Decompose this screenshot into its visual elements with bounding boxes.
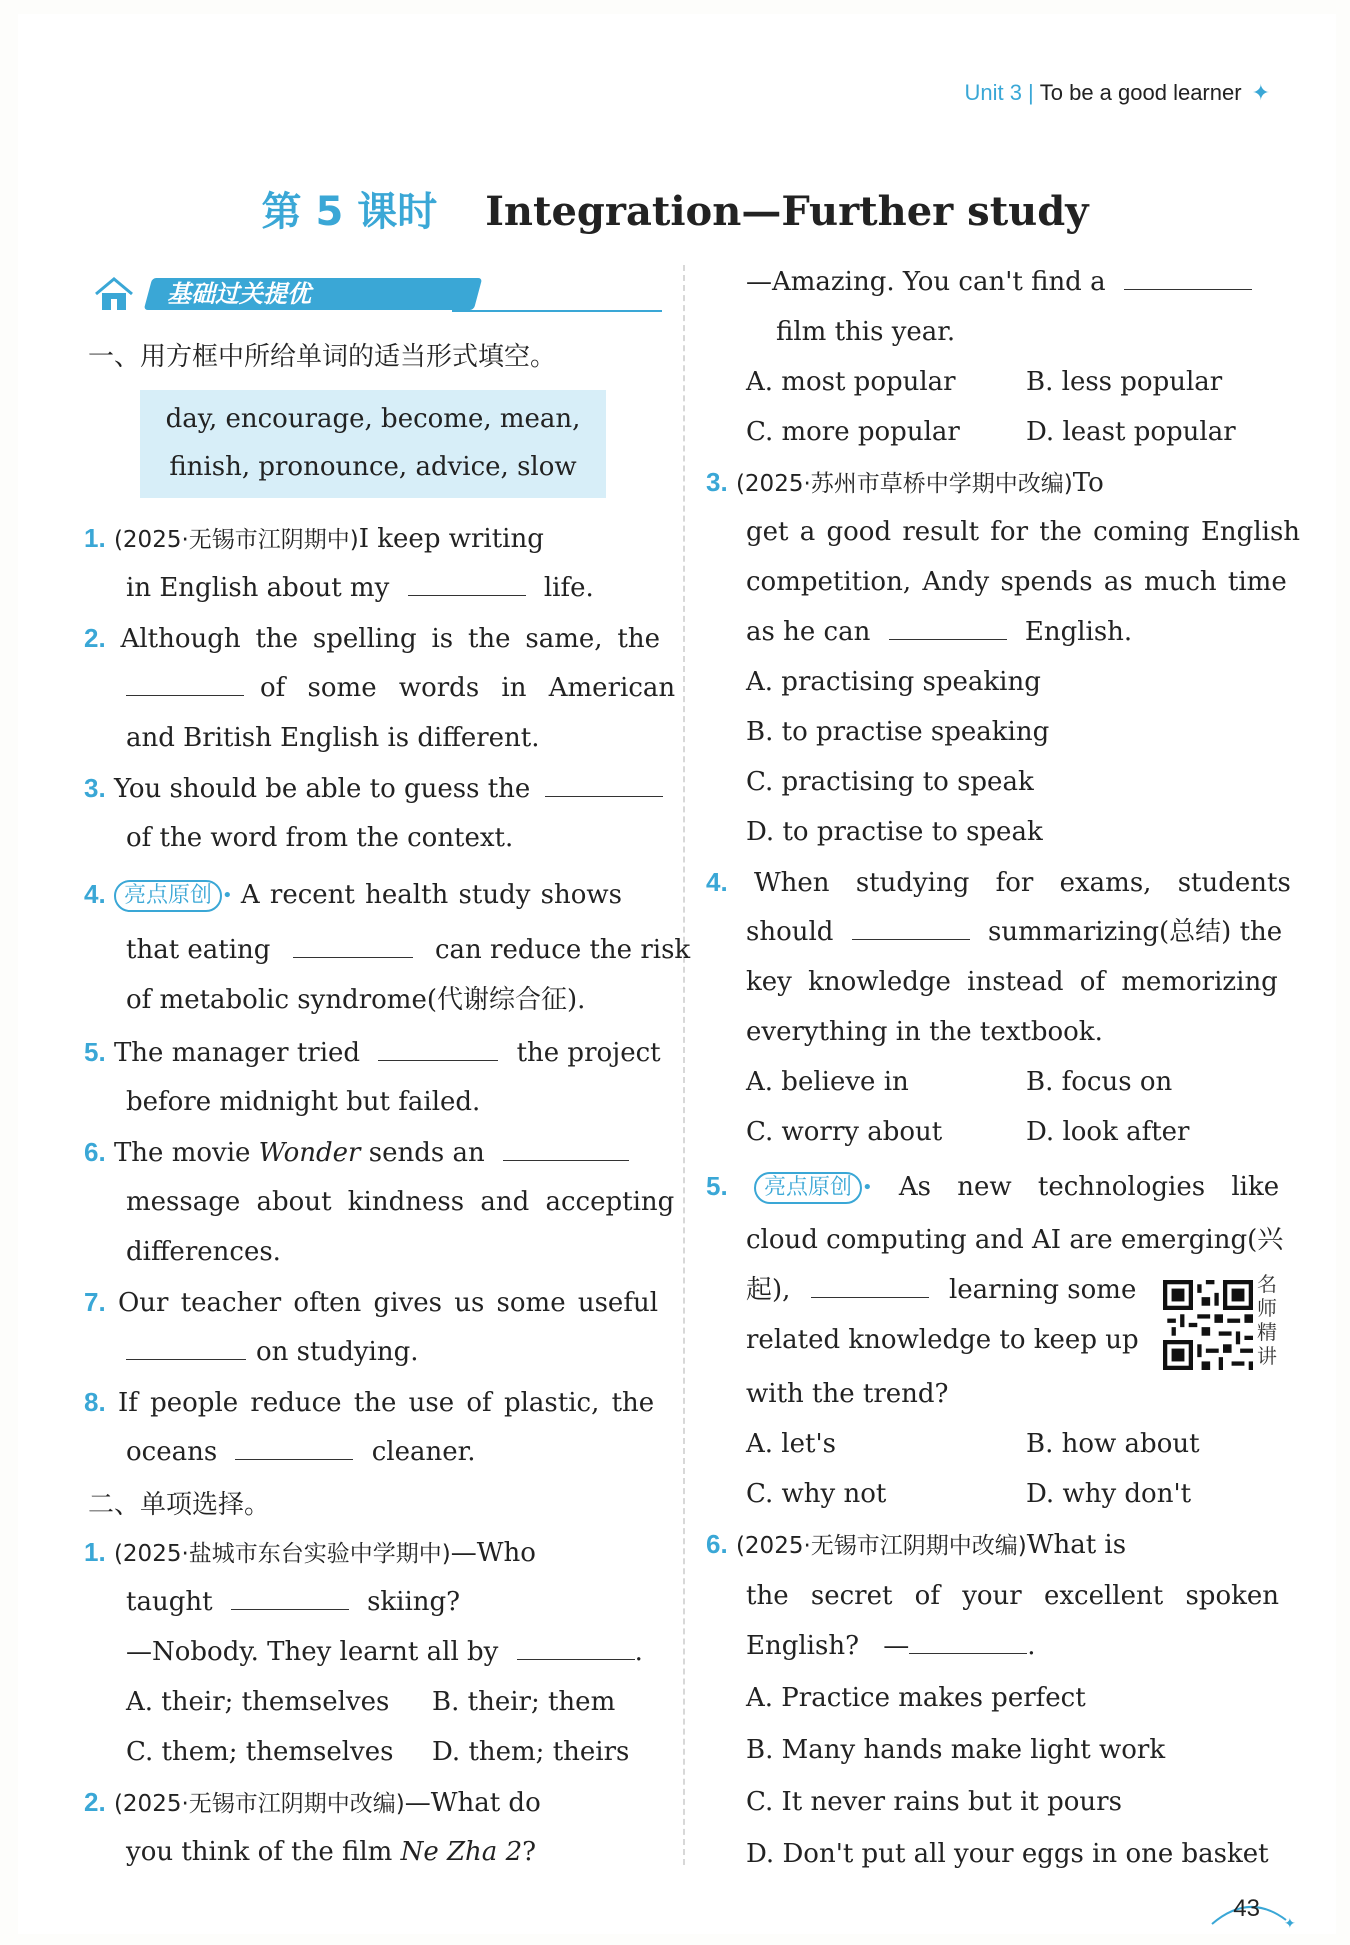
option-d[interactable]: D. to practise to speak <box>746 817 1043 847</box>
item-number: 4. <box>706 867 728 897</box>
running-header <box>965 80 1270 106</box>
item-number: 1. <box>84 1537 106 1567</box>
unit-name: To be a good learner <box>1039 80 1242 105</box>
item-text: . <box>1027 1631 1036 1661</box>
item-text: can reduce the risk <box>434 935 691 965</box>
banner-rule <box>452 310 662 312</box>
answer-blank[interactable] <box>503 1136 629 1161</box>
fill-item-4-line3: of metabolic syndrome(代谢综合征). <box>126 985 586 1015</box>
fill-item-7 <box>84 1284 658 1321</box>
item-text: the project <box>516 1038 661 1068</box>
item-text: Although the spelling is the same, the <box>120 624 660 654</box>
item-number: 8. <box>84 1387 106 1417</box>
choice-q2 <box>84 1784 541 1822</box>
option-c[interactable]: C. why not <box>746 1479 887 1509</box>
item-text: If people reduce the use of plastic, the <box>117 1388 655 1418</box>
option-a[interactable]: A. their; themselves <box>126 1687 390 1717</box>
svg-text:✦: ✦ <box>1284 1916 1296 1932</box>
option-b[interactable]: B. less popular <box>1026 367 1223 397</box>
choice-q4-line4: everything in the textbook. <box>746 1017 1103 1047</box>
item-text: ? <box>522 1837 537 1867</box>
fill-item-2-line3: and British English is different. <box>126 723 540 753</box>
item-text: To <box>1072 468 1104 498</box>
fill-item-2 <box>84 620 660 657</box>
choice-q6-line2: the secret of your excellent spoken <box>746 1581 1279 1611</box>
item-text: —Nobody. They learnt all by <box>126 1637 499 1667</box>
option-c[interactable]: C. them; themselves <box>126 1737 394 1767</box>
answer-blank[interactable] <box>1124 265 1252 290</box>
house-icon <box>92 274 136 314</box>
choice-q4-line2 <box>746 914 1282 950</box>
item-text: oceans <box>126 1437 218 1467</box>
option-c[interactable]: C. It never rains but it pours <box>746 1787 1122 1817</box>
option-a[interactable]: A. believe in <box>746 1067 909 1097</box>
item-text: you think of the film <box>126 1837 393 1867</box>
choice-q6-line3 <box>746 1628 1036 1664</box>
option-a[interactable]: A. let's <box>746 1429 836 1459</box>
fill-item-6-line2: message about kindness and accepting <box>126 1187 675 1217</box>
choice-q5-line2: cloud computing and AI are emerging(兴 <box>746 1225 1284 1255</box>
answer-blank[interactable] <box>545 772 663 797</box>
answer-blank[interactable] <box>408 571 526 596</box>
option-d[interactable]: D. them; theirs <box>432 1737 630 1767</box>
item-text: English? <box>746 1631 860 1661</box>
item-text: I keep writing <box>358 524 544 554</box>
item-text: learning some <box>948 1275 1137 1305</box>
banner-label: 基础过关提优 <box>167 280 311 308</box>
item-source: (2025·无锡市江阴期中) <box>113 527 359 553</box>
option-b[interactable]: B. to practise speaking <box>746 717 1050 747</box>
answer-blank[interactable] <box>852 915 970 940</box>
lesson-number: 第 5 课时 <box>261 189 438 235</box>
choice-q5 <box>706 1168 1279 1206</box>
word-box <box>140 390 606 498</box>
item-number: 3. <box>84 773 106 803</box>
answer-blank[interactable] <box>235 1435 353 1460</box>
item-text: —What do <box>404 1788 541 1818</box>
item-number: 7. <box>84 1287 106 1317</box>
item-text: A recent health study shows <box>240 880 622 910</box>
item-text: summarizing(总结) the <box>987 917 1283 947</box>
fill-item-4 <box>84 876 622 914</box>
item-number: 6. <box>84 1137 106 1167</box>
fill-item-1-line2 <box>126 570 594 606</box>
option-c[interactable]: C. worry about <box>746 1117 943 1147</box>
option-a[interactable]: A. practising speaking <box>746 667 1041 697</box>
word-box-line: day, encourage, become, mean, <box>165 404 581 434</box>
fill-item-7-line2 <box>126 1334 419 1370</box>
item-text: sends an <box>368 1138 485 1168</box>
item-text: Our teacher often gives us some useful <box>117 1288 659 1318</box>
answer-blank[interactable] <box>293 933 413 958</box>
item-text: skiing? <box>367 1587 461 1617</box>
choice-q4-line3: key knowledge instead of memorizing <box>746 967 1278 997</box>
option-b[interactable]: B. focus on <box>1026 1067 1173 1097</box>
fill-item-2-line2 <box>126 670 676 706</box>
item-number: 5. <box>706 1171 728 1201</box>
qr-label: 名师精讲 <box>1257 1272 1277 1368</box>
item-number: 1. <box>84 523 106 553</box>
item-number: 6. <box>706 1529 728 1559</box>
option-b[interactable]: B. how about <box>1026 1429 1200 1459</box>
item-text: of some words in American <box>260 673 676 703</box>
badge-dot-icon: • <box>861 1177 873 1198</box>
answer-blank[interactable] <box>378 1036 498 1061</box>
choice-q1 <box>84 1534 536 1572</box>
choice-q2-line2 <box>126 1834 536 1870</box>
answer-blank[interactable] <box>126 1335 246 1360</box>
option-d[interactable]: D. least popular <box>1026 417 1236 447</box>
item-text: 起), <box>746 1275 791 1305</box>
column-divider <box>683 265 685 1865</box>
choice-q3-line3: competition, Andy spends as much time <box>746 567 1287 597</box>
item-text: You should be able to guess the <box>113 774 531 804</box>
option-a[interactable]: A. most popular <box>746 367 956 397</box>
fill-item-6-line3: differences. <box>126 1237 281 1267</box>
item-text: should <box>746 917 834 947</box>
choice-q2-line4: film this year. <box>776 317 956 347</box>
film-title: Ne Zha 2 <box>400 1837 523 1867</box>
item-text: taught <box>126 1587 213 1617</box>
option-d[interactable]: D. look after <box>1026 1117 1190 1147</box>
unit-label: Unit 3 <box>964 80 1023 105</box>
word-box-line: finish, pronounce, advice, slow <box>169 452 577 482</box>
option-c[interactable]: C. practising to speak <box>746 767 1034 797</box>
item-text: . <box>634 1637 643 1667</box>
fill-item-6 <box>84 1134 629 1171</box>
choice-q5-line3 <box>746 1272 1136 1308</box>
fill-item-8-line2 <box>126 1434 475 1470</box>
fill-item-5-line2: before midnight but failed. <box>126 1087 481 1117</box>
choice-q2-line3 <box>746 264 1252 300</box>
section-banner <box>92 274 662 314</box>
choice-q3-line2: get a good result for the coming English <box>746 517 1301 547</box>
answer-blank[interactable] <box>909 1629 1027 1654</box>
badge-dot-icon: • <box>221 885 233 906</box>
item-text: As new technologies like <box>898 1172 1280 1202</box>
item-text: What is <box>1026 1530 1127 1560</box>
item-number: 2. <box>84 623 106 653</box>
item-text: — <box>883 1631 910 1661</box>
answer-blank[interactable] <box>231 1585 349 1610</box>
choice-q1-line2 <box>126 1584 460 1620</box>
option-a[interactable]: A. Practice makes perfect <box>746 1683 1086 1713</box>
item-number: 4. <box>84 879 106 909</box>
item-text: life. <box>543 573 594 603</box>
option-d[interactable]: D. Don't put all your eggs in one basket <box>746 1839 1269 1869</box>
item-text: cleaner. <box>371 1437 476 1467</box>
answer-blank[interactable] <box>811 1273 929 1298</box>
item-text: as he can <box>746 617 871 647</box>
choice-q4 <box>706 864 1291 901</box>
item-source: (2025·盐城市东台实验中学期中) <box>113 1541 451 1567</box>
choice-q5-line5: with the trend? <box>746 1379 949 1409</box>
fill-item-5 <box>84 1034 661 1071</box>
option-c[interactable]: C. more popular <box>746 417 960 447</box>
part1-heading: 一、用方框中所给单词的适当形式填空。 <box>88 342 557 372</box>
answer-blank[interactable] <box>517 1635 635 1660</box>
item-text: The manager tried <box>113 1038 361 1068</box>
page-title <box>0 180 1350 237</box>
choice-q1-line3 <box>126 1634 643 1670</box>
item-text: —Amazing. You can't find a <box>746 267 1106 297</box>
option-d[interactable]: D. why don't <box>1026 1479 1192 1509</box>
item-number: 3. <box>706 467 728 497</box>
fill-item-3-line2: of the word from the context. <box>126 823 514 853</box>
fill-item-1 <box>84 520 664 558</box>
item-text: in English about my <box>126 573 390 603</box>
choice-q5-line4: related knowledge to keep up <box>746 1325 1139 1355</box>
option-b[interactable]: B. Many hands make light work <box>746 1735 1166 1765</box>
lesson-topic: Integration—Further study <box>485 188 1089 235</box>
item-source: (2025·苏州市草桥中学期中改编) <box>735 471 1073 497</box>
item-text: English. <box>1024 617 1133 647</box>
answer-blank[interactable] <box>889 615 1007 640</box>
item-text: that eating <box>126 935 271 965</box>
item-text: —Who <box>450 1538 536 1568</box>
answer-blank[interactable] <box>126 671 244 696</box>
qr-code-icon[interactable] <box>1163 1280 1253 1370</box>
item-number: 2. <box>84 1787 106 1817</box>
item-text: on studying. <box>256 1337 419 1367</box>
item-source: (2025·无锡市江阴期中改编) <box>735 1533 1027 1559</box>
choice-q6 <box>706 1526 1126 1564</box>
page-number: 43 <box>1233 1895 1260 1922</box>
fill-item-4-line2 <box>126 932 690 968</box>
original-badge: 亮点原创 <box>754 1172 862 1204</box>
option-b[interactable]: B. their; them <box>432 1687 616 1717</box>
original-badge: 亮点原创 <box>114 880 222 912</box>
choice-q3-line4 <box>746 614 1132 650</box>
movie-title: Wonder <box>258 1138 361 1168</box>
item-text: The movie <box>113 1138 251 1168</box>
item-text: When studying for exams, students <box>753 868 1291 898</box>
sparkle-icon: ✦ <box>1251 80 1270 105</box>
fill-item-8 <box>84 1384 654 1421</box>
fill-item-3 <box>84 770 663 807</box>
part2-heading: 二、单项选择。 <box>88 1490 271 1520</box>
header-separator: | <box>1028 80 1034 105</box>
choice-q3 <box>706 464 1104 502</box>
item-number: 5. <box>84 1037 106 1067</box>
item-source: (2025·无锡市江阴期中改编) <box>113 1791 405 1817</box>
